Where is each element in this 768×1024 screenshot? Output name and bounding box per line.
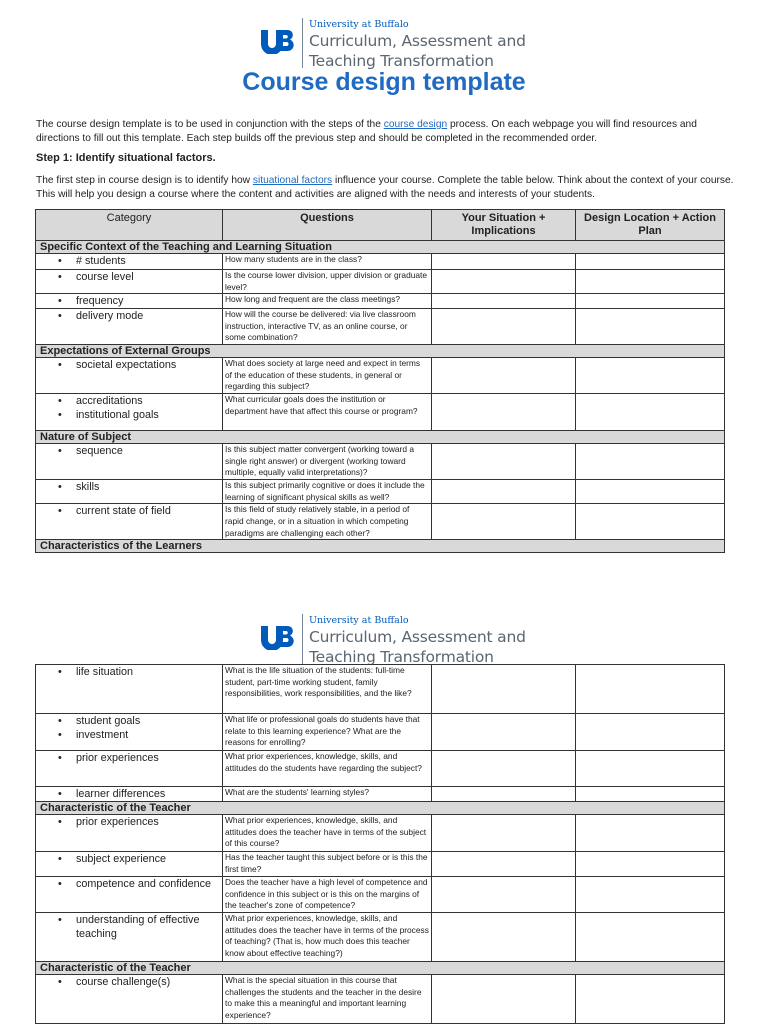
category-cell: • sequence [36,444,223,480]
design-input-cell[interactable] [576,751,725,787]
design-input-cell[interactable] [576,815,725,852]
design-input-cell[interactable] [576,852,725,877]
question-cell: What is the special situation in this course that challenges the students and the teacher in the desire to make this a meaningful and important learning experience? [223,975,432,1024]
question-cell: How will the course be delivered: via live classroom instruction, interactive TV, as an online course, or some combination? [223,309,432,345]
category-cell: • prior experiences [36,751,223,787]
section-teaching-context: Specific Context of the Teaching and Learning Situation [36,241,725,254]
category-cell: • learner differences [36,787,223,802]
category-cell: • societal expectations [36,358,223,394]
table-row [36,504,725,540]
header-design: Design Location + Action Plan [576,210,725,241]
logo-divider [302,18,303,68]
section-learner-characteristics: Characteristics of the Learners [36,540,725,553]
table-row [36,480,725,504]
header-questions: Questions [223,210,432,241]
logo-divider [302,614,303,664]
header-logo-page-2 [260,614,526,667]
category-cell: • accreditations • institutional goals [36,394,223,431]
situation-input-cell[interactable] [432,480,576,504]
table-row [36,309,725,345]
category-cell: • subject experience [36,852,223,877]
situation-input-cell[interactable] [432,270,576,294]
table-row [36,270,725,294]
design-input-cell[interactable] [576,913,725,962]
table-row [36,665,725,714]
situation-input-cell[interactable] [432,714,576,751]
table-row [36,815,725,852]
category-cell: • skills [36,480,223,504]
category-cell: • delivery mode [36,309,223,345]
question-cell: Is this subject primarily cognitive or does it include the learning of significant physical skills as well? [223,480,432,504]
question-cell: How long and frequent are the class meetings? [223,294,432,309]
situation-input-cell[interactable] [432,751,576,787]
design-input-cell[interactable] [576,665,725,714]
situation-input-cell[interactable] [432,815,576,852]
situation-input-cell[interactable] [432,358,576,394]
table-row [36,913,725,962]
design-input-cell[interactable] [576,975,725,1024]
design-input-cell[interactable] [576,787,725,802]
category-cell: • # students [36,254,223,270]
table-row [36,787,725,802]
category-cell: • life situation [36,665,223,714]
category-cell: • course level [36,270,223,294]
situation-input-cell[interactable] [432,975,576,1024]
table-row [36,714,725,751]
table-row [36,751,725,787]
table-row [36,975,725,1024]
question-cell: What are the students' learning styles? [223,787,432,802]
table-row [36,877,725,913]
question-cell: How many students are in the class? [223,254,432,270]
course-design-link[interactable]: course design [383,119,448,130]
design-input-cell[interactable] [576,358,725,394]
category-cell: • current state of field [36,504,223,540]
situation-input-cell[interactable] [432,254,576,270]
header-situation: Your Situation + Implications [432,210,576,241]
table-row [36,394,725,431]
page-title: Course design template [242,68,526,96]
logo-university: University at Buffalo [309,19,409,30]
question-cell: Is this subject matter convergent (working toward a single right answer) or divergent (working toward multiple, equally valid interpretations)? [223,444,432,480]
logo-university: University at Buffalo [309,615,409,626]
logo-line-2: Teaching Transformation [309,52,494,70]
question-cell: What does society at large need and expect in terms of the education of these students, in general or regarding this subject? [223,358,432,394]
question-cell: What prior experiences, knowledge, skills, and attitudes does the teacher have in terms of the process of teaching? (That is, how much does this teacher know about effective teaching?) [223,913,432,962]
table-row [36,254,725,270]
table-row [36,852,725,877]
situation-input-cell[interactable] [432,913,576,962]
situation-input-cell[interactable] [432,309,576,345]
ub-logo-mark-icon [260,28,296,54]
design-input-cell[interactable] [576,480,725,504]
table-row [36,294,725,309]
design-input-cell[interactable] [576,394,725,431]
situation-input-cell[interactable] [432,444,576,480]
section-teacher-characteristics-2: Characteristic of the Teacher [36,962,725,975]
header-category: Category [36,210,223,241]
question-cell: Is this field of study relatively stable, in a period of rapid change, or in a situation in which competing paradigms are challenging each other? [223,504,432,540]
situation-input-cell[interactable] [432,877,576,913]
design-input-cell[interactable] [576,254,725,270]
situation-input-cell[interactable] [432,394,576,431]
situation-input-cell[interactable] [432,665,576,714]
step-1-heading: Step 1: Identify situational factors. [36,152,216,164]
category-cell: • frequency [36,294,223,309]
question-cell: What prior experiences, knowledge, skills, and attitudes does the teacher have in terms of the subject of this course? [223,815,432,852]
category-cell: • competence and confidence [36,877,223,913]
design-input-cell[interactable] [576,309,725,345]
situational-factors-link[interactable]: situational factors [252,175,333,186]
question-cell: What prior experiences, knowledge, skills, and attitudes do the students have regarding the subject? [223,751,432,787]
category-cell: • course challenge(s) [36,975,223,1024]
table-row [36,358,725,394]
question-cell: What curricular goals does the institution or department have that affect this course or program? [223,394,432,431]
situation-input-cell[interactable] [432,787,576,802]
design-input-cell[interactable] [576,714,725,751]
question-cell: Does the teacher have a high level of competence and confidence in this subject or is this on the margins of the teacher's zone of competence? [223,877,432,913]
section-external-groups: Expectations of External Groups [36,345,725,358]
logo-line-2: Teaching Transformation [309,648,494,666]
design-input-cell[interactable] [576,444,725,480]
ub-logo-mark-icon [260,624,296,650]
question-cell: What life or professional goals do students have that relate to this learning experience? What are the reasons for enrolling? [223,714,432,751]
situational-factors-table-page-2 [35,664,725,1024]
question-cell: Has the teacher taught this subject before or is this the first time? [223,852,432,877]
question-cell: Is the course lower division, upper division or graduate level? [223,270,432,294]
situational-factors-table-page-1 [35,209,725,553]
question-cell: What is the life situation of the students: full-time student, part-time working student, family responsibilities, work responsibilities, and the like? [223,665,432,714]
header-logo [260,18,526,71]
design-input-cell[interactable] [576,877,725,913]
design-input-cell[interactable] [576,270,725,294]
step-1-paragraph: The first step in course design is to identify how situational factors influence your course. Complete the table below. Think about the context of your course. This will help you design a course where the content and activities are aligned with the needs and interests of your students. [36,175,734,200]
category-cell: • understanding of effective teaching [36,913,223,962]
design-input-cell[interactable] [576,504,725,540]
section-nature-of-subject: Nature of Subject [36,431,725,444]
category-cell: • student goals • investment [36,714,223,751]
situation-input-cell[interactable] [432,294,576,309]
category-cell: • prior experiences [36,815,223,852]
design-input-cell[interactable] [576,294,725,309]
section-teacher-characteristics: Characteristic of the Teacher [36,802,725,815]
intro-paragraph: The course design template is to be used in conjunction with the steps of the course design process. On each webpage you will find resources and directions to fill out this template. Each step builds off the previous step and should be completed in the recommended order. [36,119,697,144]
logo-line-1: Curriculum, Assessment and [309,32,526,50]
logo-line-1: Curriculum, Assessment and [309,628,526,646]
table-row [36,444,725,480]
situation-input-cell[interactable] [432,504,576,540]
situation-input-cell[interactable] [432,852,576,877]
